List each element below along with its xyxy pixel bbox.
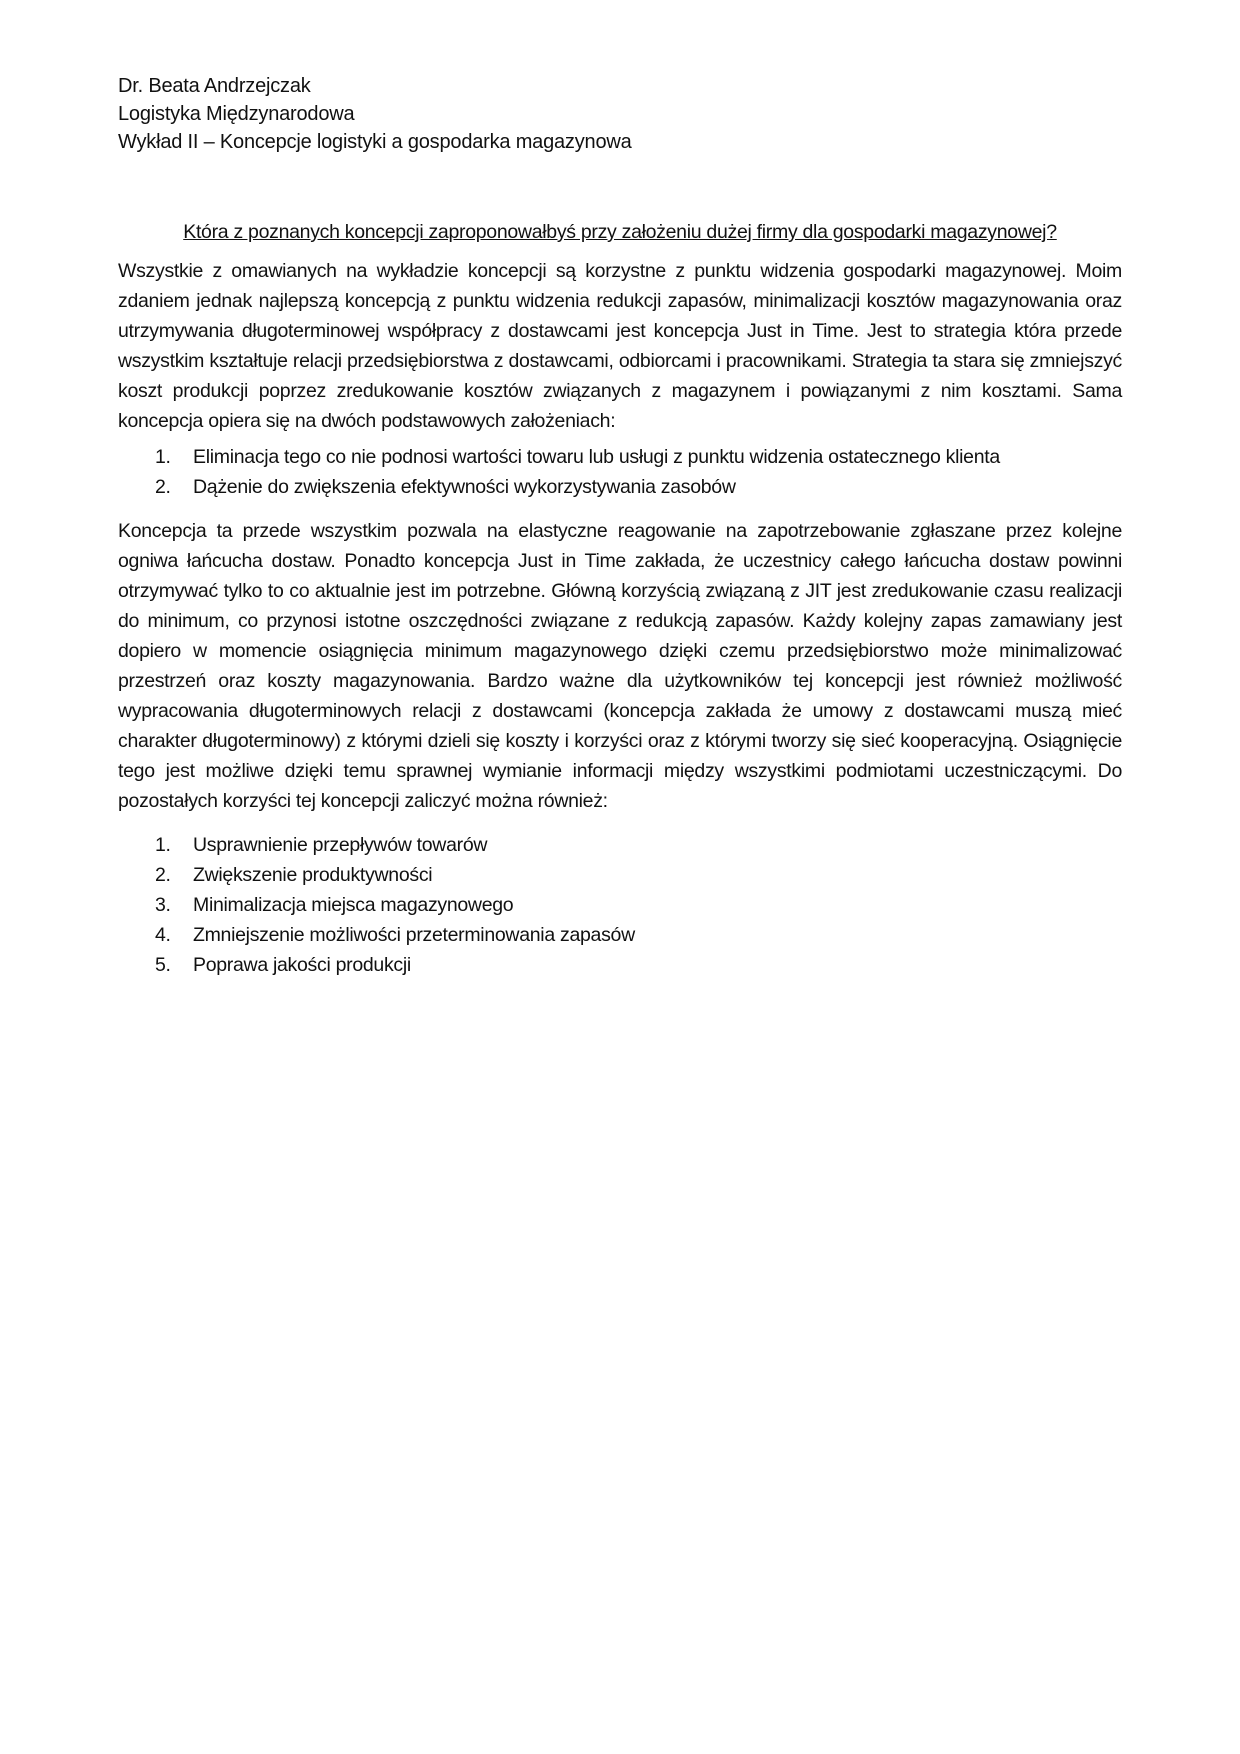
list-item-number: 3. [155, 894, 171, 916]
question-heading: Która z poznanych koncepcji zaproponowałbyś przy założeniu dużej firmy dla gospodarki magazynowej? [183, 221, 1057, 243]
list-item-text: Usprawnienie przepływów towarów [193, 834, 488, 856]
list-item-text: Dążenie do zwiększenia efektywności wykorzystywania zasobów [193, 476, 736, 498]
list-item [118, 830, 1122, 860]
list-item-text: Zmniejszenie możliwości przeterminowania zapasów [193, 924, 635, 946]
paragraph-intro: Wszystkie z omawianych na wykładzie koncepcji są korzystne z punktu widzenia gospodarki magazynowej. Moim zdaniem jednak najlepszą koncepcją z punktu widzenia redukcji zapasów, minimalizacji kosztów magazynowania oraz utrzymywania długoterminowej współpracy z dostawcami jest koncepcja Just in Time. Jest to strategia która przede wszystkim kształtuje relacji przedsiębiorstwa z dostawcami, odbiorcami i pracownikami. Strategia ta stara się zmniejszyć koszt produkcji poprzez zredukowanie kosztów związanych z magazynem i powiązanymi z nim kosztami. Sama koncepcja opiera się na dwóch podstawowych założeniach: [118, 260, 1122, 432]
list-item [118, 860, 1122, 890]
list-item [118, 472, 1122, 502]
list-item-number: 2. [155, 864, 171, 886]
list-item [118, 442, 1122, 472]
benefits-list [118, 830, 1122, 980]
course-name: Logistyka Międzynarodowa [118, 103, 355, 125]
paragraph-benefits: Koncepcja ta przede wszystkim pozwala na elastyczne reagowanie na zapotrzebowanie zgłaszane przez kolejne ogniwa łańcucha dostaw. Ponadto koncepcja Just in Time zakłada, że uczestnicy całego łańcucha dostaw powinni otrzymywać tylko to co aktualnie jest im potrzebne. Główną korzyścią związaną z JIT jest zredukowanie czasu realizacji do minimum, co przynosi istotne oszczędności związane z redukcją zapasów. Każdy kolejny zapas zamawiany jest dopiero w momencie osiągnięcia minimum magazynowego dzięki czemu przedsiębiorstwo może minimalizować przestrzeń oraz koszty magazynowania. Bardzo ważne dla użytkowników tej koncepcji jest również możliwość wypracowania długoterminowych relacji z dostawcami (koncepcja zakłada że umowy z dostawcami muszą mieć charakter długoterminowy) z którymi dzieli się koszty i korzyści oraz z którymi tworzy się sieć kooperacyjną. Osiągnięcie tego jest możliwe dzięki temu sprawnej wymianie informacji między wszystkimi podmiotami uczestniczącymi. Do pozostałych korzyści tej koncepcji zaliczyć można również: [118, 520, 1122, 812]
list-item-number: 5. [155, 954, 171, 976]
assumptions-list [118, 442, 1122, 502]
list-item-text: Zwiększenie produktywności [193, 864, 433, 886]
list-item [118, 920, 1122, 950]
list-item-number: 1. [155, 834, 171, 856]
list-item [118, 950, 1122, 980]
list-item-text: Eliminacja tego co nie podnosi wartości towaru lub usługi z punktu widzenia ostatecznego klienta [193, 446, 1000, 468]
document-page [118, 72, 1122, 980]
list-item-text: Minimalizacja miejsca magazynowego [193, 894, 514, 916]
list-item [118, 890, 1122, 920]
list-item-number: 2. [155, 476, 171, 498]
list-item-number: 4. [155, 924, 171, 946]
lecture-title: Wykład II – Koncepcje logistyki a gospodarka magazynowa [118, 131, 632, 153]
list-item-text: Poprawa jakości produkcji [193, 954, 411, 976]
author-name: Dr. Beata Andrzejczak [118, 75, 311, 97]
list-item-number: 1. [155, 446, 171, 468]
